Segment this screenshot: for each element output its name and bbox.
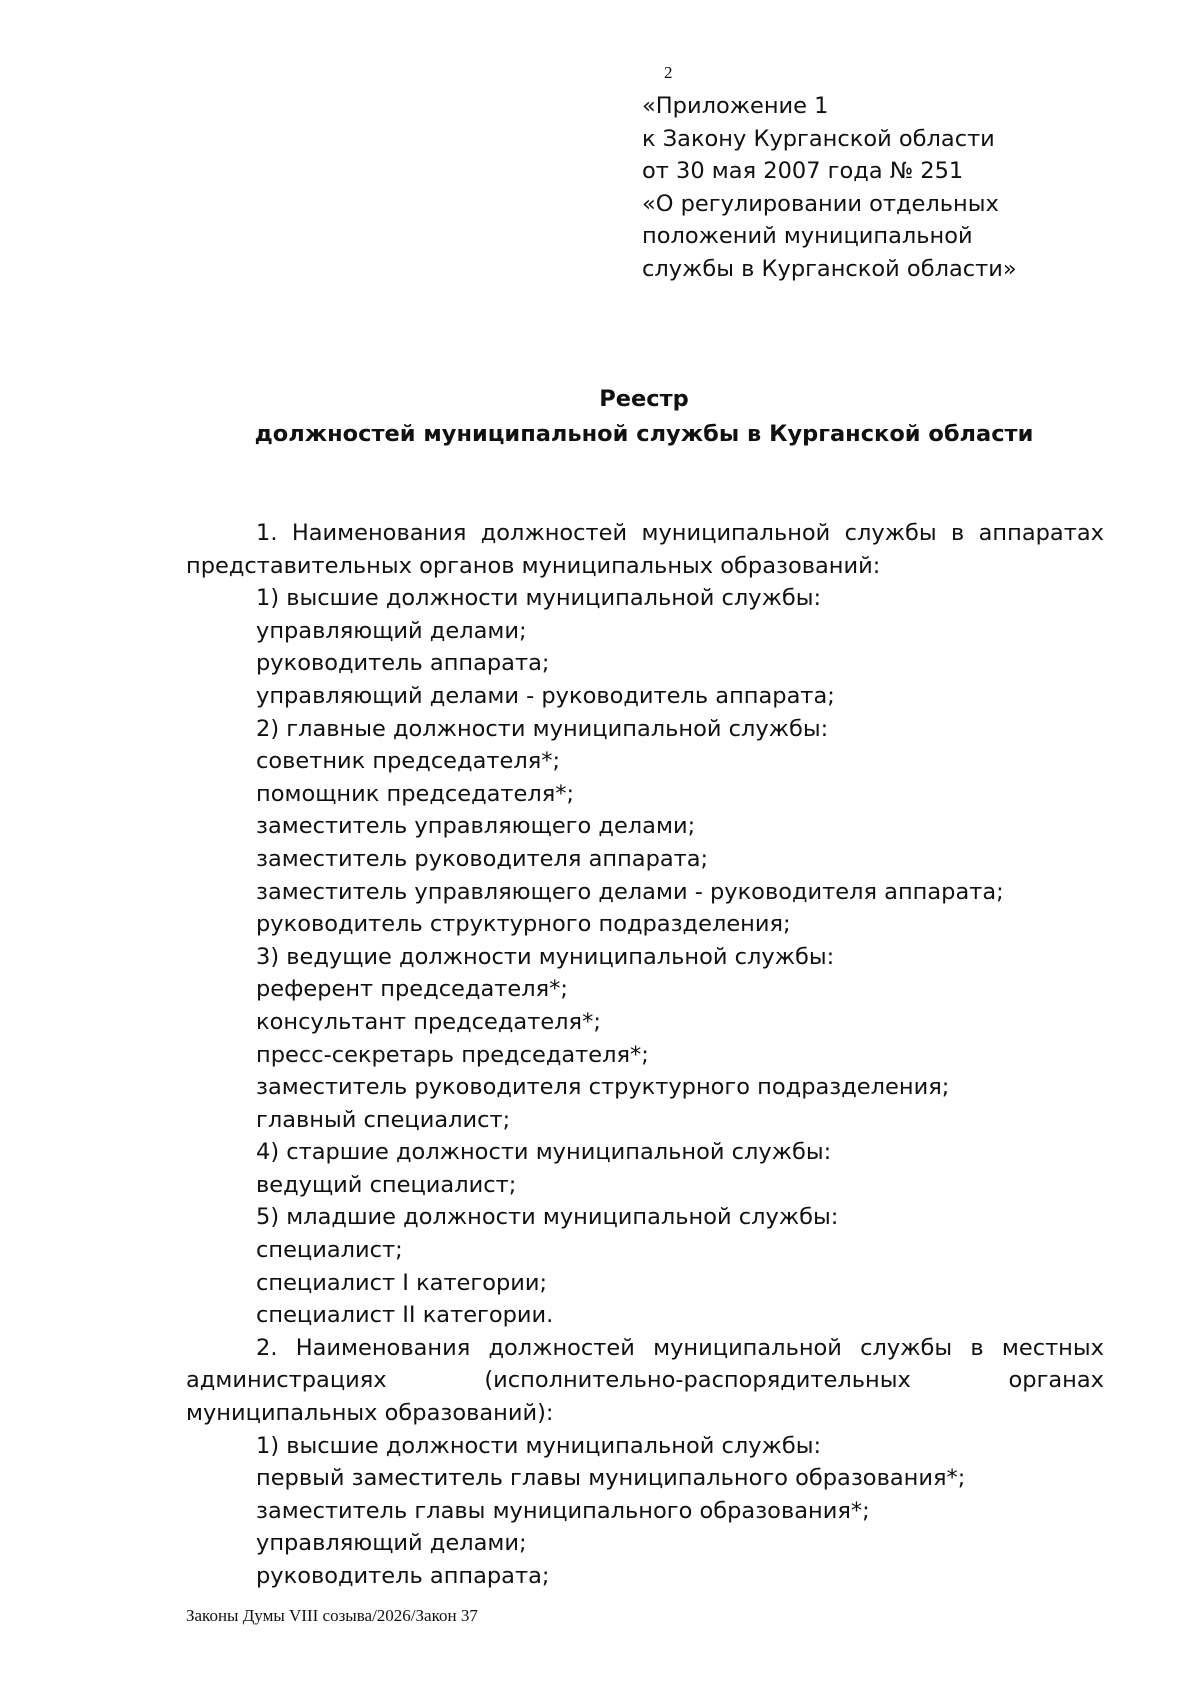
list-item: 2) главные должности муниципальной службы:: [256, 715, 829, 742]
list-item: руководитель аппарата;: [256, 650, 550, 677]
footer-reference: Законы Думы VIII созыва/2026/Закон 37: [186, 1606, 478, 1625]
section1-list: [186, 582, 1104, 1332]
list-item: заместитель главы муниципального образования*;: [256, 1497, 870, 1524]
document-title: Реестр: [599, 386, 689, 412]
list-item: руководитель аппарата;: [256, 1563, 550, 1589]
word: органах: [1008, 1367, 1104, 1394]
list-item: 4) старшие должности муниципальной службы:: [256, 1139, 832, 1166]
word: (исполнительно-распорядительных: [484, 1367, 911, 1394]
list-item: пресс-секретарь председателя*;: [256, 1041, 649, 1068]
section2-heading-end: муниципальных образований):: [186, 1400, 554, 1427]
list-item: первый заместитель главы муниципального образования*;: [256, 1465, 966, 1492]
list-item: специалист;: [256, 1237, 403, 1264]
word: 1.: [256, 520, 278, 546]
word: Наименования: [291, 520, 467, 546]
document-body: [186, 517, 1104, 1593]
list-item: 1) высшие должности муниципальной службы:: [256, 1432, 822, 1459]
list-item: 5) младшие должности муниципальной службы:: [256, 1204, 839, 1231]
word: администрациях: [186, 1367, 387, 1394]
section1-heading-line: [186, 517, 1104, 550]
appendix-line: службы в Курганской области»: [642, 255, 1017, 282]
list-item: ведущий специалист;: [256, 1171, 517, 1198]
list-item: 3) ведущие должности муниципальной службы:: [256, 943, 835, 970]
section2-heading-cont: [186, 1364, 1104, 1397]
document-subtitle: должностей муниципальной службы в Курганской области: [254, 421, 1034, 447]
list-item: заместитель руководителя аппарата;: [256, 845, 709, 872]
list-item: управляющий делами - руководитель аппарата;: [256, 682, 835, 709]
list-item: заместитель управляющего делами - руководителя аппарата;: [256, 878, 1004, 905]
appendix-line: от 30 мая 2007 года № 251: [642, 158, 964, 184]
appendix-line: к Закону Курганской области: [642, 125, 995, 152]
list-item: заместитель руководителя структурного подразделения;: [256, 1074, 950, 1101]
word: аппаратах: [978, 520, 1104, 546]
list-item: 1) высшие должности муниципальной службы:: [256, 585, 822, 612]
word: в: [951, 520, 965, 546]
word: Наименования: [295, 1334, 471, 1361]
list-item: советник председателя*;: [256, 748, 561, 775]
section1-heading-cont: представительных органов муниципальных образований:: [186, 552, 881, 579]
list-item: управляющий делами;: [256, 617, 527, 644]
page-number: 2: [664, 63, 673, 82]
list-item: референт председателя*;: [256, 976, 568, 1003]
list-item: руководитель структурного подразделения;: [256, 911, 791, 938]
list-item: консультант председателя*;: [256, 1008, 601, 1035]
word: должностей: [480, 520, 628, 546]
section2-heading-line: [186, 1332, 1104, 1365]
list-item: управляющий делами;: [256, 1530, 527, 1557]
appendix-line: положений муниципальной: [642, 223, 973, 249]
appendix-line: «О регулировании отдельных: [642, 190, 999, 217]
word: службы: [844, 520, 937, 546]
word: в: [970, 1334, 984, 1361]
list-item: специалист II категории.: [256, 1302, 554, 1329]
list-item: главный специалист;: [256, 1106, 511, 1133]
word: должностей: [488, 1334, 635, 1361]
word: муниципальной: [653, 1334, 842, 1361]
appendix-line: «Приложение 1: [642, 93, 829, 119]
list-item: заместитель управляющего делами;: [256, 813, 696, 840]
list-item: помощник председателя*;: [256, 780, 575, 807]
section2-list: [186, 1430, 1104, 1593]
word: местных: [1001, 1334, 1104, 1361]
appendix-reference: [642, 90, 1162, 285]
list-item: специалист I категории;: [256, 1269, 548, 1296]
word: службы: [860, 1334, 953, 1361]
word: муниципальной: [641, 520, 831, 546]
word: 2.: [256, 1334, 278, 1361]
